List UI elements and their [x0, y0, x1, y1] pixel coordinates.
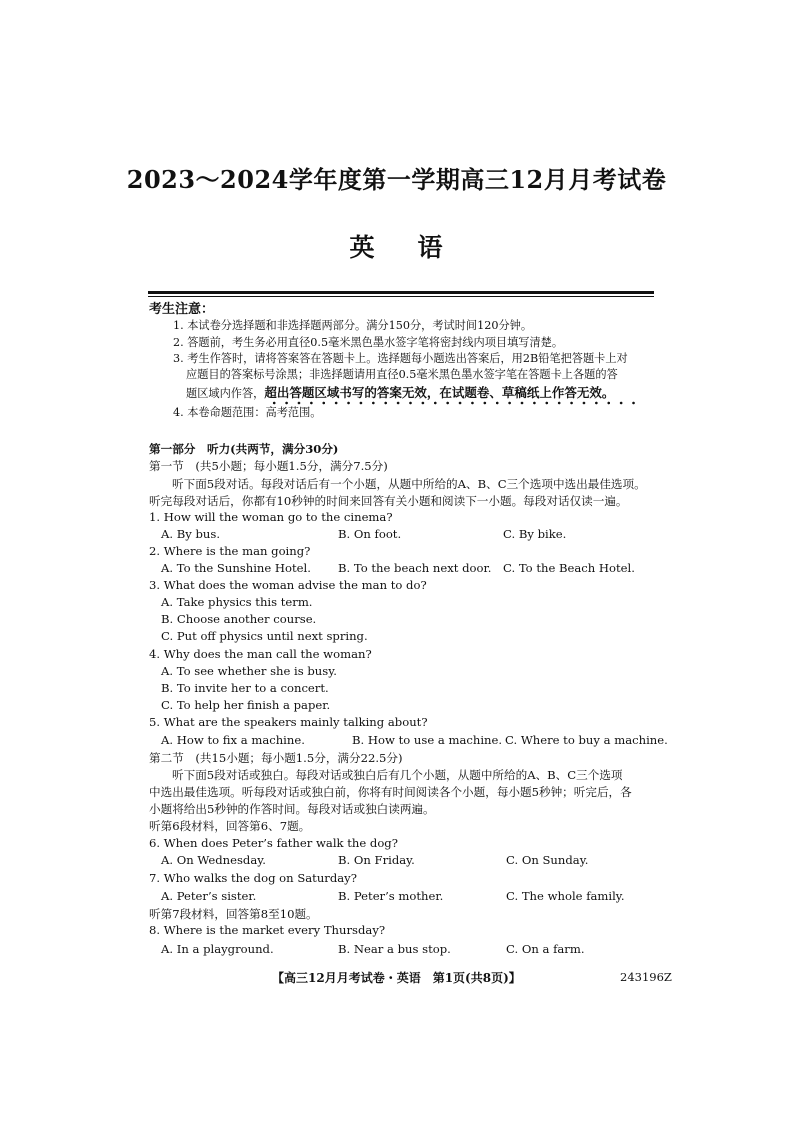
question-1: 1. How will the woman go to the cinema? [149, 510, 393, 524]
q5-option-a: A. How to fix a machine. [161, 733, 305, 747]
material-7-note: 听第7段材料，回答第8至10题。 [149, 907, 318, 921]
q2-option-b: B. To the beach next door. [338, 561, 492, 575]
section1-instruction-1: 听下面5段对话。每段对话后有一个小题，从题中所给的A、B、C三个选项中选出最佳选项。 [172, 477, 646, 491]
question-4: 4. Why does the man call the woman? [149, 647, 372, 661]
q4-option-b: B. To invite her to a concert. [161, 681, 329, 695]
notice-emphasis: 超出答题区域书写的答案无效，在试题卷、草稿纸上作答无效。 [264, 385, 615, 400]
q2-option-c: C. To the Beach Hotel. [503, 561, 635, 575]
material-6-note: 听第6段材料，回答第6、7题。 [149, 819, 311, 833]
subject-char-1: 英 [349, 233, 376, 262]
header-divider-thin [148, 296, 654, 297]
q5-option-c: C. Where to buy a machine. [505, 733, 668, 747]
question-3: 3. What does the woman advise the man to do? [149, 578, 427, 592]
q2-option-a: A. To the Sunshine Hotel. [161, 561, 311, 575]
q6-option-a: A. On Wednesday. [161, 853, 266, 867]
q4-option-a: A. To see whether she is busy. [161, 664, 337, 678]
q1-option-c: C. By bike. [503, 527, 567, 541]
q7-option-c: C. The whole family. [506, 889, 625, 903]
header-divider [148, 291, 654, 294]
question-7: 7. Who walks the dog on Saturday? [149, 871, 357, 885]
notice-item-3-cont: 应题目的答案标号涂黑；非选择题请用直径0.5毫米黑色墨水签字笔在答题卡上各题的答 [186, 368, 618, 381]
page-footer: 【高三12月月考试卷・英语 第1页(共8页)】 [272, 971, 521, 985]
q1-option-b: B. On foot. [338, 527, 402, 541]
notice-item-3-end [186, 383, 614, 401]
question-2: 2. Where is the man going? [149, 544, 311, 558]
q1-option-a: A. By bus. [161, 527, 221, 541]
part1-heading: 第一部分 听力(共两节，满分30分) [149, 442, 339, 456]
section1-instruction-2: 听完每段对话后，你都有10秒钟的时间来回答有关小题和阅读下一小题。每段对话仅读一遍。 [149, 494, 628, 508]
subject-char-2: 语 [417, 233, 444, 262]
section1-heading: 第一节 (共5小题；每小题1.5分，满分7.5分) [149, 459, 388, 473]
section2-instruction-2: 中选出最佳选项。听每段对话或独白前，你将有时间阅读各个小题，每小题5秒钟；听完后，各 [149, 785, 632, 799]
section2-heading: 第二节 (共15小题；每小题1.5分，满分22.5分) [149, 751, 403, 765]
notice-item-2: 2. 答题前，考生务必用直径0.5毫米黑色墨水签字笔将密封线内项目填写清楚。 [173, 336, 564, 349]
notice-item-3-end-text: 题区域内作答， [186, 387, 265, 400]
notice-item-4: 4. 本卷命题范围：高考范围。 [173, 406, 322, 419]
notice-item-3: 3. 考生作答时，请将答案答在答题卡上。选择题每小题选出答案后，用2B铅笔把答题卡上对 [173, 352, 628, 365]
q4-option-c: C. To help her finish a paper. [161, 698, 331, 712]
notice-heading: 考生注意： [149, 302, 215, 317]
q7-option-a: A. Peter’s sister. [161, 889, 257, 903]
question-5: 5. What are the speakers mainly talking about? [149, 715, 428, 729]
q6-option-c: C. On Sunday. [506, 853, 589, 867]
q3-option-a: A. Take physics this term. [161, 595, 313, 609]
q8-option-a: A. In a playground. [161, 942, 274, 956]
exam-code: 243196Z [620, 970, 672, 984]
q8-option-c: C. On a farm. [506, 942, 585, 956]
question-8: 8. Where is the market every Thursday? [149, 923, 386, 937]
q8-option-b: B. Near a bus stop. [338, 942, 451, 956]
question-6: 6. When does Peter’s father walk the dog? [149, 836, 398, 850]
emphasis-dots [268, 400, 640, 406]
section2-instruction-1: 听下面5段对话或独白。每段对话或独白后有几个小题，从题中所给的A、B、C三个选项 [172, 768, 623, 782]
notice-item-1: 1. 本试卷分选择题和非选择题两部分。满分150分，考试时间120分钟。 [173, 319, 533, 332]
subject-title [0, 228, 793, 264]
q6-option-b: B. On Friday. [338, 853, 415, 867]
q3-option-b: B. Choose another course. [161, 612, 317, 626]
exam-title: 2023～2024学年度第一学期高三12月月考试卷 [126, 165, 667, 194]
section2-instruction-3: 小题将给出5秒钟的作答时间。每段对话或独白读两遍。 [149, 802, 435, 816]
q5-option-b: B. How to use a machine. [352, 733, 503, 747]
q7-option-b: B. Peter’s mother. [338, 889, 444, 903]
q3-option-c: C. Put off physics until next spring. [161, 629, 368, 643]
